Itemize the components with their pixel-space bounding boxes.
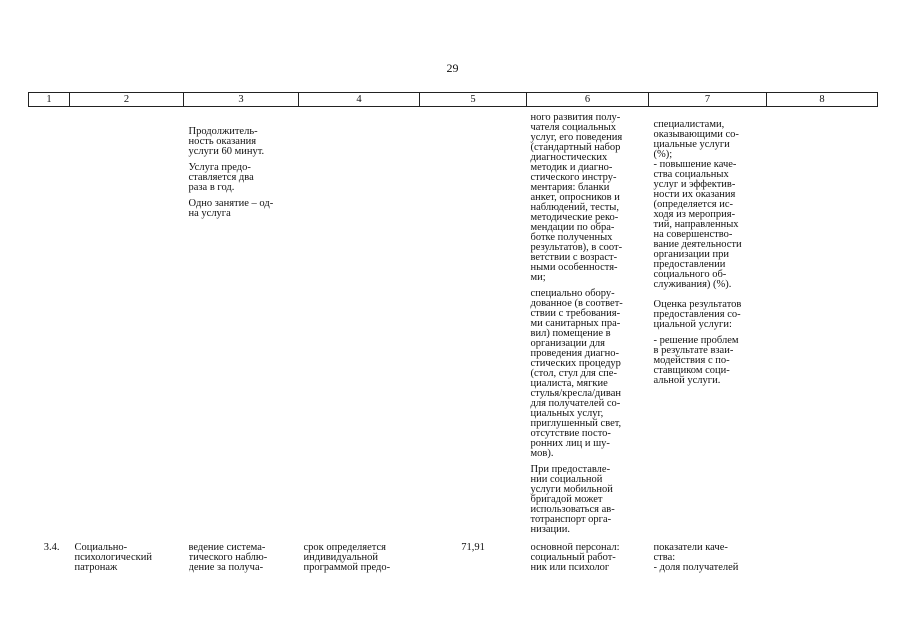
- header-row: [29, 93, 878, 107]
- table-row: [29, 541, 878, 580]
- table-row: [29, 107, 878, 542]
- cell-col-3: [184, 107, 299, 542]
- service-extra: [767, 541, 878, 580]
- header-col-3: 3: [184, 93, 299, 107]
- header-col-5: 5: [420, 93, 527, 107]
- header-col-6: 6: [527, 93, 649, 107]
- header-col-8: 8: [767, 93, 878, 107]
- indicators-text-2: Оценка результатов предоставления со- циальной услуги:: [653, 299, 742, 330]
- cell-col-1: [29, 107, 70, 542]
- cell-col-5: [420, 107, 527, 542]
- service-description: ведение система- тического наблю- дение за получа-: [188, 543, 268, 573]
- unit-text: Одно занятие – од- на услуга: [188, 198, 274, 219]
- header-col-1: 1: [29, 93, 70, 107]
- service-tariff: 71,91: [461, 542, 485, 553]
- cell-col-6: [527, 107, 649, 542]
- header-col-4: 4: [299, 93, 420, 107]
- service-name: Социально- психологический патронаж: [74, 542, 152, 573]
- header-col-2: 2: [70, 93, 184, 107]
- row-number: 3.4.: [43, 542, 60, 553]
- duration-text: Продолжитель- ность оказания услуги 60 минут.: [188, 126, 265, 157]
- conditions-text-2: специально обору- дованное (в соответ- ствии с требования- ми санитарных пра- вил) помещение в организации для проведения диагно- стических процедур (стол, стул для спе- циалиста, мягкие стулья/кресла/диван для получателей со- циальных услуг, приглушенный свет, отсутствие посто- ронних лиц и шу- мов).: [530, 288, 623, 459]
- indicators-text-3: - решение проблем в результате взаи- модействия с по- ставщиком соци- альной услуги.: [653, 335, 739, 386]
- header-col-7: 7: [649, 93, 767, 107]
- indicators-text-1: специалистами, оказывающими со- циальные услуги (%); - повышение каче- ства социальных услуг и эффектив- ности их оказания (определяется ис- ходя из мероприя- тий, направленных на совершенство- вание деятельности организации при предоставлении социального об- служивания) (%).: [653, 119, 742, 290]
- cell-col-4: [299, 107, 420, 542]
- page-number: 29: [446, 61, 459, 75]
- conditions-text-1: ного развития полу- чателя социальных услуг, его поведения (стандартный набор диагностических методик и диагно- стического инстру- ментария: бланки анкет, опросников и наблюдений, тесты, методические реко- мендации по обра- ботке полученных результатов), в соот- ветствии с возраст- ными особенностя- ми;: [530, 112, 623, 283]
- service-indicators: показатели каче- ства: - доля получателей: [653, 543, 739, 573]
- cell-col-2: [70, 107, 184, 542]
- service-conditions: основной персонал: социальный работ- ник или психолог: [530, 543, 620, 573]
- cell-col-7: [649, 107, 767, 542]
- service-term: срок определяется индивидуальной программой предо-: [303, 543, 391, 573]
- cell-col-8: [767, 107, 878, 542]
- conditions-text-3: При предоставле- нии социальной услуги мобильной бригадой может использоваться ав- тотранспорт орга- низации.: [530, 464, 615, 535]
- frequency-text: Услуга предо- ставляется два раза в год.: [188, 162, 254, 193]
- services-table: [28, 92, 878, 580]
